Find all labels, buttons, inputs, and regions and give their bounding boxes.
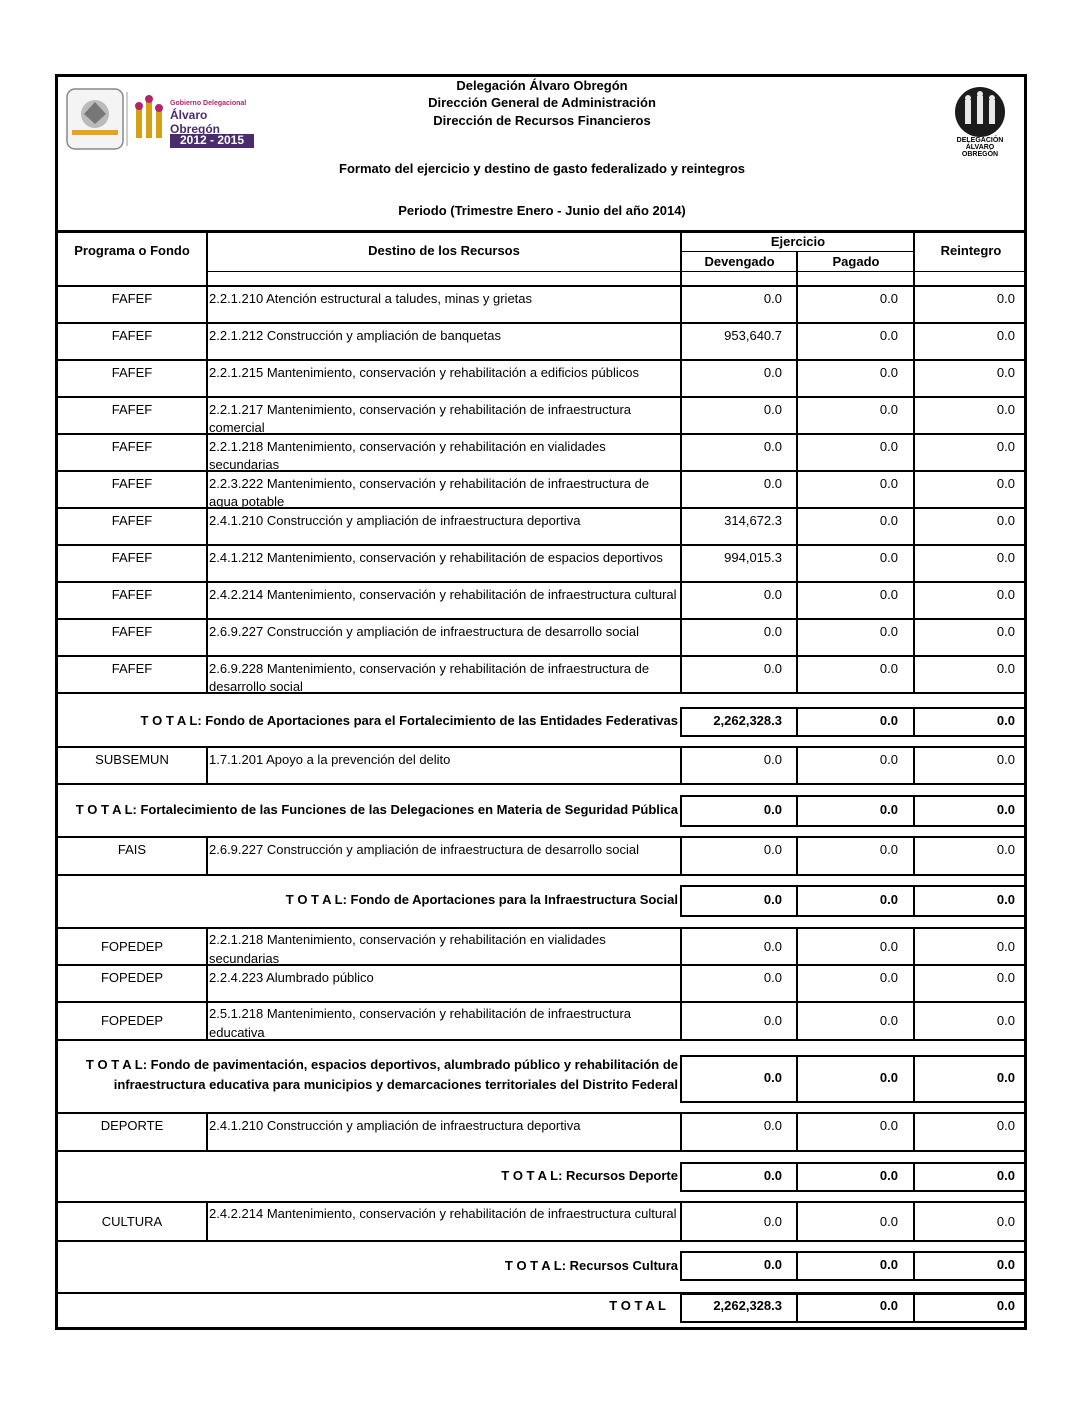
fafef-row-1-paid: 0.0: [879, 291, 898, 306]
grid-line: [206, 434, 208, 471]
grand-total-accrued: 2,262,328.3: [713, 1298, 782, 1313]
grid-line: [206, 471, 208, 508]
grid-line: [206, 619, 208, 656]
fafef-row-6-accrued: 0.0: [763, 476, 782, 491]
fafef-row-5-paid: 0.0: [879, 439, 898, 454]
fafef-row-1-destination: 2.2.1.210 Atención estructural a taludes, minas y grietas: [209, 291, 533, 306]
grid-line: [913, 233, 915, 273]
gobierno-delegacional-logo: [66, 88, 258, 150]
fafef-row-4-paid: 0.0: [879, 402, 898, 417]
logo-left-text-1: Gobierno Delegacional: [170, 100, 247, 107]
fafef-row-2-accrued: 953,640.7: [724, 328, 782, 343]
grid-line: [55, 1201, 1027, 1203]
cultura-row-accrued: 0.0: [763, 1213, 782, 1229]
fopedep-row-2-refund: 0.0: [996, 970, 1015, 985]
total-fopedep-label-1: T O T A L: Fondo de pavimentación, espacios deportivos, alumbrado público y rehabilitación de: [85, 1057, 678, 1072]
fafef-row-2-fund: FAFEF: [111, 328, 153, 343]
col-header-destination: Destino de los Recursos: [368, 243, 520, 258]
fais-row-refund: 0.0: [996, 842, 1015, 857]
fopedep-row-3-paid: 0.0: [879, 1013, 898, 1028]
grand-total-refund: 0.0: [996, 1298, 1015, 1313]
total-cultura-refund: 0.0: [996, 1257, 1015, 1272]
fafef-row-9-refund: 0.0: [996, 587, 1015, 602]
fopedep-row-1-paid: 0.0: [879, 938, 898, 954]
fafef-row-5-fund: FAFEF: [111, 439, 153, 454]
deporte-row-accrued: 0.0: [763, 1118, 782, 1133]
fafef-row-5-accrued: 0.0: [763, 439, 782, 454]
fafef-row-2-refund: 0.0: [996, 328, 1015, 343]
fopedep-row-3-fund: FOPEDEP: [100, 1013, 164, 1028]
cultura-row-refund: 0.0: [996, 1213, 1015, 1229]
subsemun-row-accrued: 0.0: [763, 752, 782, 767]
grand-total-paid: 0.0: [879, 1298, 898, 1313]
fopedep-row-2-fund: FOPEDEP: [100, 970, 164, 985]
grid-line: [206, 360, 208, 397]
total-cultura-label: T O T A L: Recursos Cultura: [504, 1258, 678, 1273]
total-fais-label: T O T A L: Fondo de Aportaciones para la Infraestructura Social: [285, 892, 678, 907]
grid-line: [796, 270, 798, 286]
total-subsemun-paid: 0.0: [879, 802, 898, 817]
subsemun-row-refund: 0.0: [996, 752, 1015, 767]
fopedep-row-2-destination: 2.2.4.223 Alumbrado público: [209, 970, 374, 985]
grid-line: [55, 783, 1027, 785]
grid-line: [55, 396, 1027, 398]
fopedep-row-1-accrued: 0.0: [763, 938, 782, 954]
logo-left-text-2: Álvaro Obregón: [170, 108, 220, 136]
logo-right-text-3: OBREGÓN: [961, 151, 999, 158]
fopedep-row-3-refund: 0.0: [996, 1013, 1015, 1028]
grid-line: [55, 618, 1027, 620]
fais-row-destination: 2.6.9.227 Construcción y ampliación de infraestructura de desarrollo social: [209, 842, 639, 857]
format-title: Formato del ejercicio y destino de gasto federalizado y reintegros: [339, 161, 745, 176]
grid-line: [206, 837, 208, 875]
fopedep-row-3-accrued: 0.0: [763, 1013, 782, 1028]
fopedep-row-1-destination: 2.2.1.218 Mantenimiento, conservación y rehabilitación en vialidades secundarias: [209, 932, 606, 966]
total-deporte-refund: 0.0: [996, 1168, 1015, 1183]
fafef-row-1-fund: FAFEF: [111, 291, 153, 306]
fafef-row-2-destination: 2.2.1.212 Construcción y ampliación de banquetas: [209, 328, 501, 343]
subsemun-row-paid: 0.0: [879, 752, 898, 767]
fafef-row-7-fund: FAFEF: [111, 513, 153, 528]
fafef-row-10-accrued: 0.0: [763, 624, 782, 639]
cultura-row-destination: 2.4.2.214 Mantenimiento, conservación y rehabilitación de infraestructura cultural: [209, 1206, 677, 1221]
fafef-row-9-paid: 0.0: [879, 587, 898, 602]
fafef-row-4-destination: 2.2.1.217 Mantenimiento, conservación y rehabilitación de infraestructura comercial: [209, 402, 632, 435]
fafef-row-7-refund: 0.0: [996, 513, 1015, 528]
fopedep-row-2-paid: 0.0: [879, 970, 898, 985]
grid-line: [206, 928, 208, 965]
col-header-fund: Programa o Fondo: [74, 243, 190, 258]
fafef-row-8-accrued: 994,015.3: [724, 550, 782, 565]
fafef-row-6-paid: 0.0: [879, 476, 898, 491]
fafef-row-8-refund: 0.0: [996, 550, 1015, 565]
logo-right-text-2: ÁLVARO: [965, 144, 995, 151]
fafef-row-11-refund: 0.0: [996, 661, 1015, 676]
fafef-row-10-destination: 2.6.9.227 Construcción y ampliación de infraestructura de desarrollo social: [209, 624, 639, 639]
total-fopedep-paid: 0.0: [879, 1070, 898, 1085]
total-fopedep-accrued: 0.0: [763, 1070, 782, 1085]
fafef-row-2-paid: 0.0: [879, 328, 898, 343]
fafef-row-1-refund: 0.0: [996, 291, 1015, 306]
grid-line: [55, 655, 1027, 657]
total-fais-paid: 0.0: [879, 892, 898, 907]
fafef-row-8-destination: 2.4.1.212 Mantenimiento, conservación y rehabilitación de espacios deportivos: [209, 550, 663, 565]
fais-row-accrued: 0.0: [763, 842, 782, 857]
fafef-row-9-fund: FAFEF: [111, 587, 153, 602]
total-subsemun-label: T O T A L: Fortalecimiento de las Funciones de las Delegaciones en Materia de Seguridad Pública: [75, 802, 678, 817]
header-separator: [55, 230, 1027, 233]
fafef-row-5-destination: 2.2.1.218 Mantenimiento, conservación y rehabilitación en vialidades secundarias: [209, 439, 606, 472]
fafef-row-8-paid: 0.0: [879, 550, 898, 565]
fafef-row-10-fund: FAFEF: [111, 624, 153, 639]
grid-line: [55, 874, 1027, 876]
total-deporte-accrued: 0.0: [763, 1168, 782, 1183]
logo-left-years: 2012 - 2015: [179, 133, 245, 147]
grid-line: [55, 1150, 1027, 1152]
fafef-row-10-refund: 0.0: [996, 624, 1015, 639]
grid-line: [206, 965, 208, 1002]
grid-line: [55, 322, 1027, 324]
fafef-row-6-refund: 0.0: [996, 476, 1015, 491]
fafef-row-7-paid: 0.0: [879, 513, 898, 528]
grid-line: [55, 285, 1027, 287]
total-cultura-paid: 0.0: [879, 1257, 898, 1272]
grid-line: [206, 747, 208, 784]
grid-line: [55, 836, 1027, 838]
total-fopedep-refund: 0.0: [996, 1070, 1015, 1085]
grid-line: [206, 1113, 208, 1151]
fafef-row-8-fund: FAFEF: [111, 550, 153, 565]
total-fafef-refund: 0.0: [996, 713, 1015, 728]
header-line-2: Dirección General de Administración: [428, 95, 656, 110]
fafef-row-7-destination: 2.4.1.210 Construcción y ampliación de infraestructura deportiva: [209, 513, 581, 528]
grid-line: [206, 397, 208, 434]
total-fafef-label: T O T A L: Fondo de Aportaciones para el Fortalecimiento de las Entidades Federativas: [140, 713, 678, 728]
grid-line: [55, 746, 1027, 748]
col-header-refund: Reintegro: [940, 243, 1002, 258]
fafef-row-3-accrued: 0.0: [763, 365, 782, 380]
grid-line: [206, 508, 208, 545]
fafef-row-10-paid: 0.0: [879, 624, 898, 639]
total-fais-accrued: 0.0: [763, 892, 782, 907]
logo-right-text-1: DELEGACIÓN: [956, 137, 1004, 144]
fafef-row-9-destination: 2.4.2.214 Mantenimiento, conservación y rehabilitación de infraestructura cultural: [209, 587, 677, 602]
header-line-1: Delegación Álvaro Obregón: [456, 78, 628, 93]
fafef-row-11-fund: FAFEF: [111, 661, 153, 676]
fopedep-row-1-fund: FOPEDEP: [100, 938, 164, 954]
grid-line: [206, 545, 208, 582]
total-cultura-accrued: 0.0: [763, 1257, 782, 1272]
grid-line: [55, 581, 1027, 583]
deporte-row-destination: 2.4.1.210 Construcción y ampliación de infraestructura deportiva: [209, 1118, 581, 1133]
header-line-3: Dirección de Recursos Financieros: [433, 113, 651, 128]
col-header-accrued: Devengado: [704, 254, 775, 269]
fafef-row-3-paid: 0.0: [879, 365, 898, 380]
grid-line: [55, 927, 1027, 929]
grid-line: [206, 323, 208, 360]
total-deporte-paid: 0.0: [879, 1168, 898, 1183]
fopedep-row-1-refund: 0.0: [996, 938, 1015, 954]
total-fopedep-label-2: infraestructura educativa para municipios y demarcaciones territoriales del Distrito Federal: [113, 1077, 678, 1092]
total-fafef-paid: 0.0: [879, 713, 898, 728]
fopedep-row-2-accrued: 0.0: [763, 970, 782, 985]
total-subsemun-refund: 0.0: [996, 802, 1015, 817]
grid-line: [55, 359, 1027, 361]
subsemun-row-fund: SUBSEMUN: [95, 752, 169, 767]
grand-total-label: T O T A L: [609, 1298, 666, 1313]
deporte-row-refund: 0.0: [996, 1118, 1015, 1133]
grid-line: [206, 656, 208, 693]
total-fafef-accrued: 2,262,328.3: [713, 713, 782, 728]
fafef-row-3-fund: FAFEF: [111, 365, 153, 380]
grid-line: [206, 270, 208, 286]
grid-line: [55, 1112, 1027, 1114]
col-header-paid: Pagado: [832, 254, 880, 269]
total-deporte-label: T O T A L: Recursos Deporte: [501, 1168, 678, 1183]
grid-line: [206, 271, 1027, 272]
fafef-row-6-destination: 2.2.3.222 Mantenimiento, conservación y rehabilitación de infraestructura de agua potable: [209, 476, 650, 509]
fafef-row-4-accrued: 0.0: [763, 402, 782, 417]
fafef-row-5-refund: 0.0: [996, 439, 1015, 454]
total-subsemun-accrued: 0.0: [763, 802, 782, 817]
fafef-row-7-accrued: 314,672.3: [724, 513, 782, 528]
fafef-row-11-destination: 2.6.9.228 Mantenimiento, conservación y rehabilitación de infraestructura de desarrollo social: [209, 661, 650, 694]
grid-line: [55, 544, 1027, 546]
subsemun-row-destination: 1.7.1.201 Apoyo a la prevención del delito: [209, 752, 451, 767]
fais-row-paid: 0.0: [879, 842, 898, 857]
fais-row-fund: FAIS: [117, 842, 147, 857]
grid-line: [206, 1202, 208, 1241]
grid-line: [206, 286, 208, 323]
grid-line: [206, 582, 208, 619]
col-header-exercise: Ejercicio: [770, 234, 826, 249]
grid-line: [680, 270, 682, 286]
grid-line: [55, 1001, 1027, 1003]
grid-line: [680, 251, 915, 252]
fafef-row-3-refund: 0.0: [996, 365, 1015, 380]
total-fais-refund: 0.0: [996, 892, 1015, 907]
grid-line: [206, 233, 208, 273]
fafef-row-6-fund: FAFEF: [111, 476, 153, 491]
grid-line: [913, 270, 915, 286]
fafef-row-3-destination: 2.2.1.215 Mantenimiento, conservación y rehabilitación a edificios públicos: [209, 365, 639, 380]
grid-line: [680, 233, 682, 273]
fafef-row-1-accrued: 0.0: [763, 291, 782, 306]
fopedep-row-3-destination: 2.5.1.218 Mantenimiento, conservación y rehabilitación de infraestructura educativa: [209, 1006, 632, 1040]
fafef-row-11-accrued: 0.0: [763, 661, 782, 676]
grid-line: [55, 1240, 1027, 1242]
cultura-row-paid: 0.0: [879, 1213, 898, 1229]
deporte-row-fund: DEPORTE: [100, 1118, 164, 1133]
fafef-row-9-accrued: 0.0: [763, 587, 782, 602]
grid-line: [206, 1002, 208, 1040]
fafef-row-11-paid: 0.0: [879, 661, 898, 676]
fafef-row-4-fund: FAFEF: [111, 402, 153, 417]
fafef-row-4-refund: 0.0: [996, 402, 1015, 417]
deporte-row-paid: 0.0: [879, 1118, 898, 1133]
delegacion-alvaro-obregon-logo: [950, 86, 1010, 160]
cultura-row-fund: CULTURA: [101, 1213, 163, 1229]
period-title: Periodo (Trimestre Enero - Junio del año 2014): [398, 203, 686, 218]
